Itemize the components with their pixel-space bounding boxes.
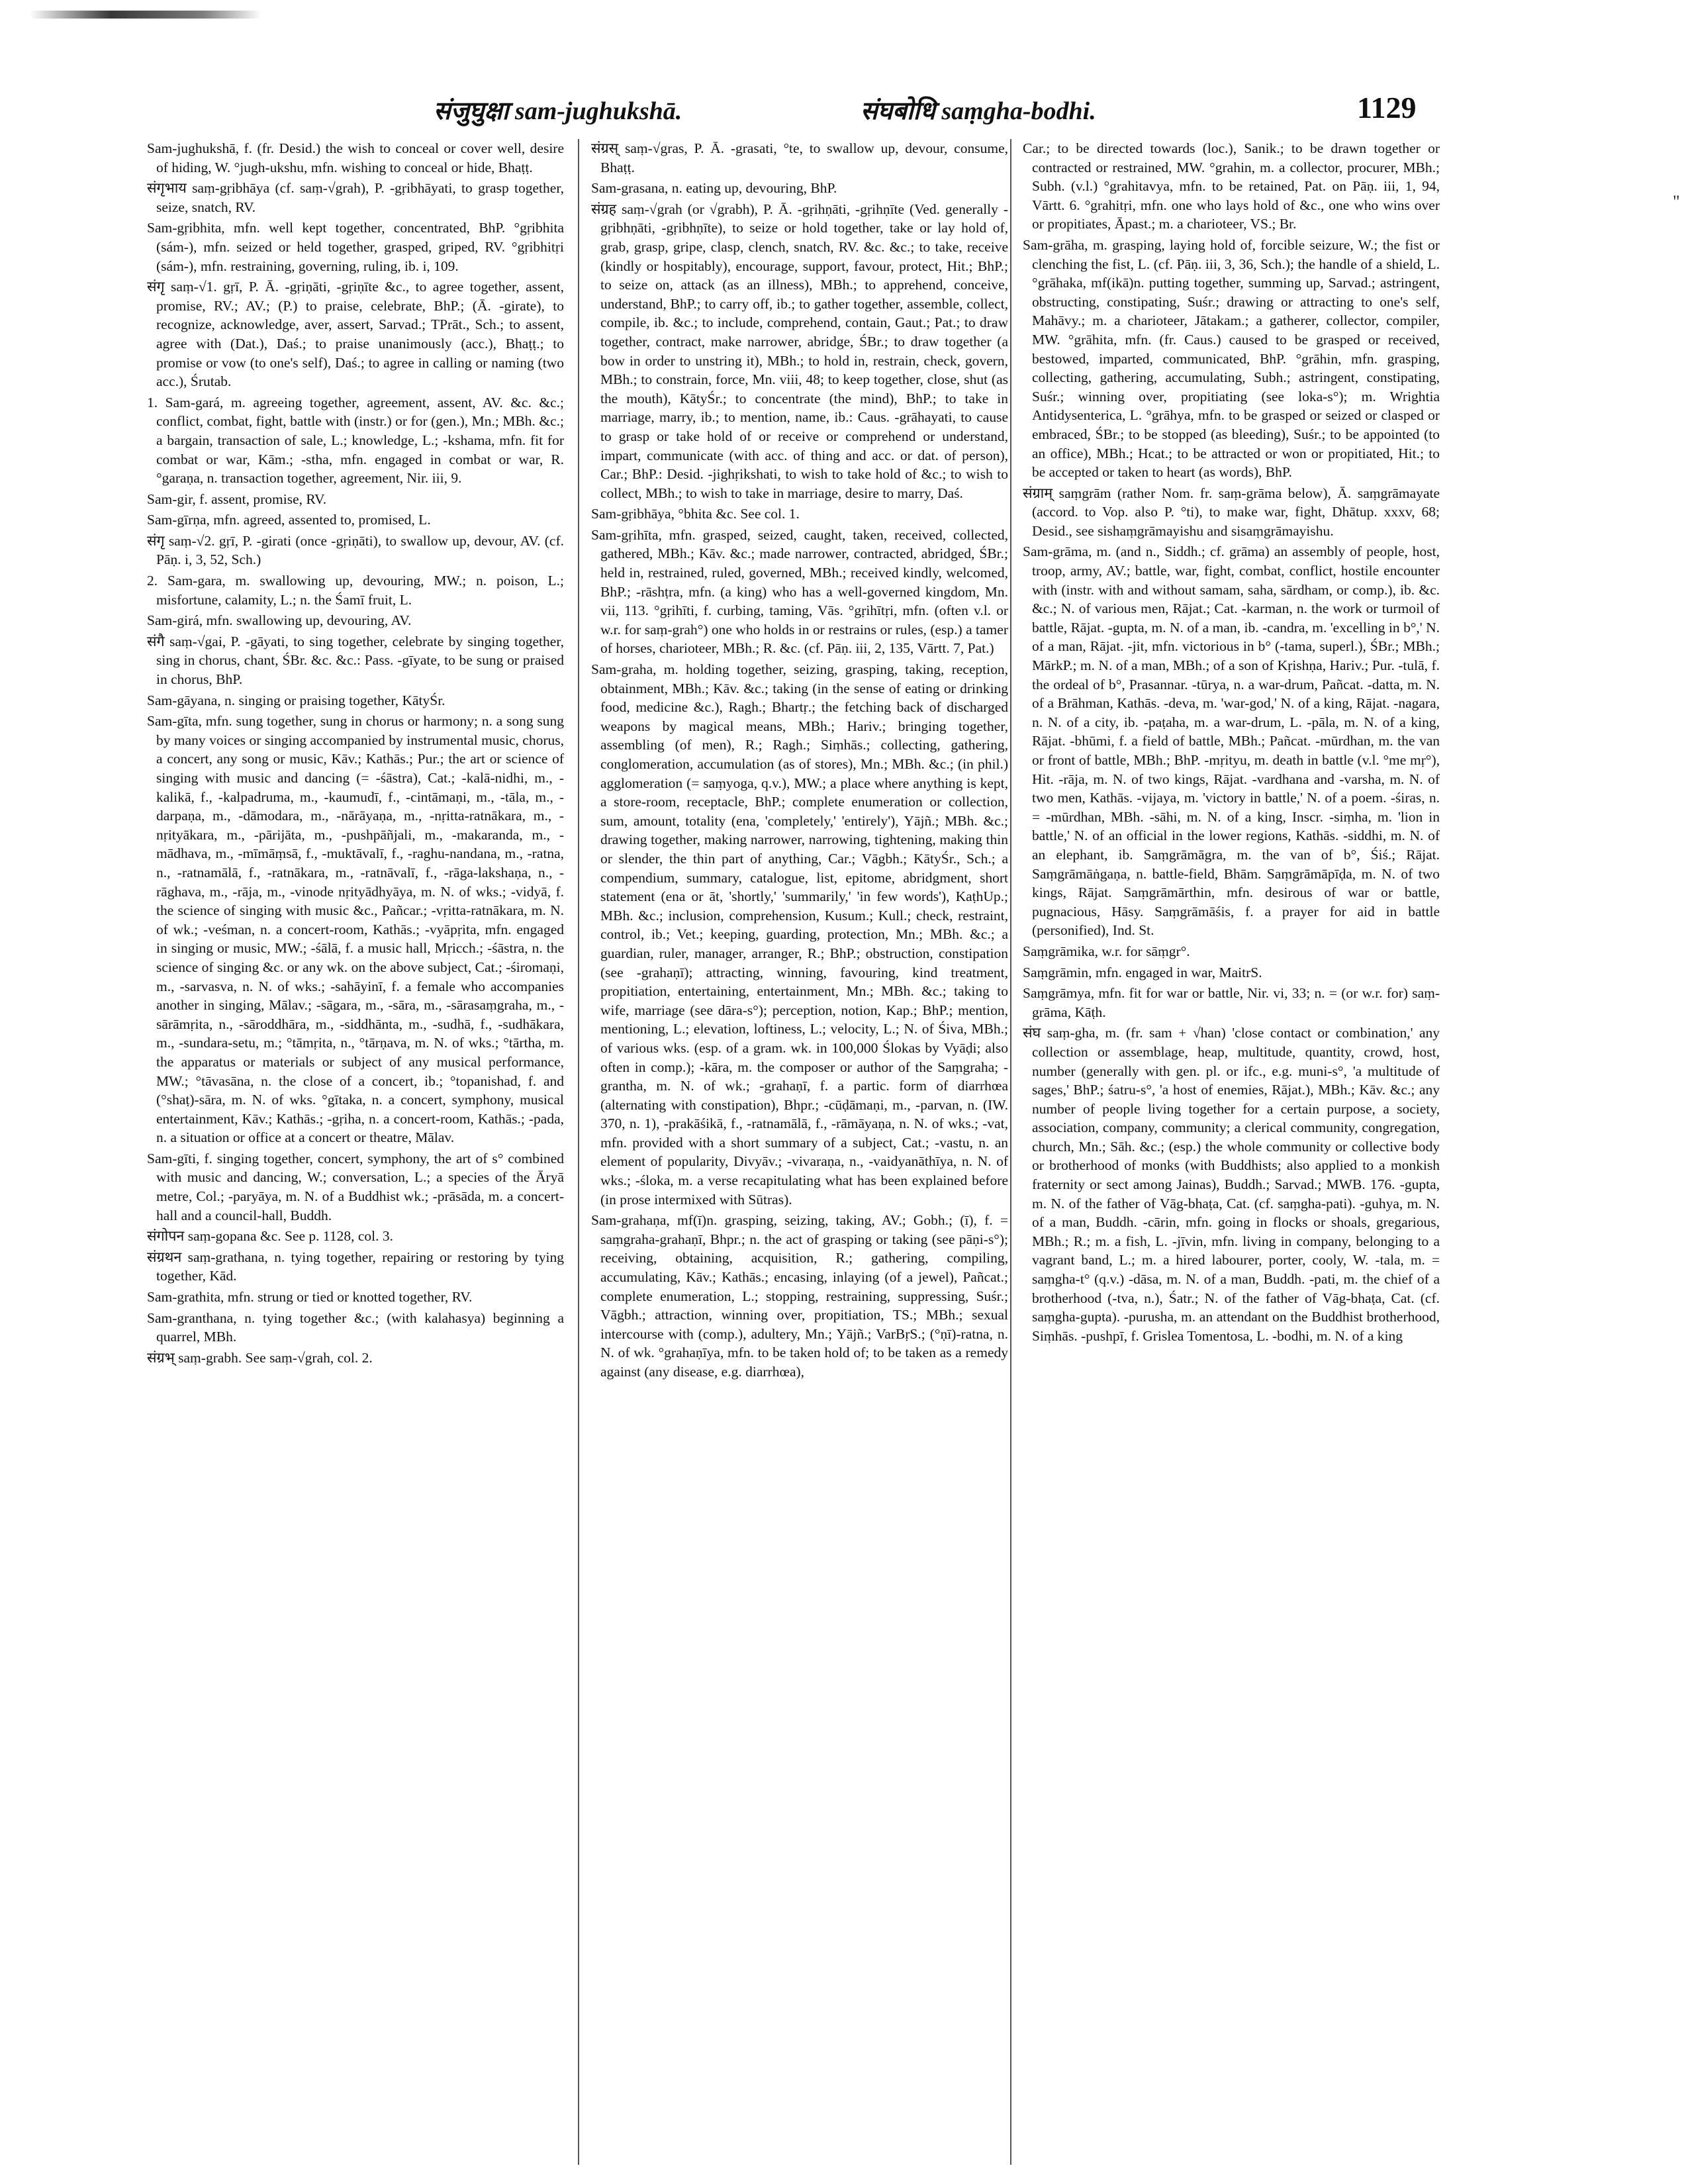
dictionary-entry: संगै saṃ-√gai, P. -gāyati, to sing together, celebrate by singing together, sing in chorus, chant, ŚBr. &c. &c.: Pass. -gīyate, to be sung or praised in chorus, BhP. [147,633,564,688]
dictionary-entry: Sam-grāma, m. (and n., Siddh.; cf. grāma) an assembly of people, host, troop, army, AV.; battle, war, fight, combat, conflict, hostile encounter with (instr. with and without samam, saha, sārdham, or comp.), ib. &c. &c.; N. of various men, Rājat.; Cat. -karman, n. the work or turmoil of battle, Rājat. -gupta, m. N. of a man, ib. -candra, m. 'excelling in b°,' N. of a man, Rājat. -jit, mfn. victorious in b° (-tama, superl.), ŚBr.; MBh.; MārkP.; m. N. of a man, MBh.; of a son of Kṛishṇa, Hariv.; Pur. -tulā, f. the ordeal of b°, Prasannar. -tūrya, n. a war-drum, Pañcat. -datta, m. N. of a Brāhman, Kathās. -deva, m. 'war-god,' N. of a king, Rājat. -nagara, n. N. of a city, ib. -paṭaha, m. a war-drum, L. -pāla, m. N. of a king, Rājat. -bhūmi, f. a field of battle, MBh.; Pañcat. -mūrdhan, m. the van or front of battle, MBh.; BhP. -mṛityu, m. death in battle (v.l. °me mṛ°), Hit. -rāja, m. N. of two kings, Rājat. -vardhana and -varsha, m. N. of two men, Kathās. -vijaya, m. 'victory in battle,' N. of a poem. -śiras, n. = -mūrdhan, MBh. -sāhi, m. N. of a king, Inscr. -siṃha, m. 'lion in battle,' N. of an official in the lower regions, Kathās. -siddhi, m. N. of an elephant, ib. Saṃgrāmāgra, m. the van of b°, Śiś.; Rājat. Saṃgrāmāṅgaṇa, n. battle-field, Bhām. Saṃgrāmāpīḍa, m. N. of two kings, Rājat. Saṃgrāmārthin, mfn. desirous of war or battle, pugnacious, Hāsy. Saṃgrāmāśis, f. a prayer for aid in battle (personified), Ind. St. [1023,544,1440,939]
dictionary-entry: Car.; to be directed towards (loc.), Sanik.; to be drawn together or contracted or restrained, MW. °grahin, m. a collector, procurer, MBh.; Subh. (v.l.) °grahitavya, mfn. to be retained, Pat. on Pāṇ. iii, 1, 94, Vārtt. 6. °grahitṛi, mfn. one who lays hold of &c., one who wins over or propitiates, Āpast.; m. a charioteer, VS.; Br. [1023,140,1440,232]
dictionary-entry: संघ saṃ-gha, m. (fr. sam + √han) 'close contact or combination,' any collection or assemblage, heap, multitude, quantity, crowd, host, number (generally with gen. pl. or ifc., e.g. muni-s°, 'a multitude of sages,' BhP.; śatru-s°, 'a host of enemies, Rājat.), MBh.; Kāv. &c.; any number of people living together for a certain purpose, a society, association, company, community; a clerical community, congregation, church, Mn.; Sāh. &c.; (esp.) the whole community or collective body or brotherhood of monks (with Buddhists; also applied to a monkish fraternity or sect among Jainas), Buddh.; Sarvad.; MWB. 176. -gupta, m. N. of the father of Vāg-bhaṭa, Cat. (cf. saṃgha-pati). -guhya, m. N. of a man, Buddh. -cārin, mfn. going in flocks or shoals, gregarious, MBh.; R.; m. a fish, L. -jīvin, mfn. living in company, belonging to a vagrant band, L.; m. a hired labourer, porter, cooly, W. -tala, m. = saṃgha-t° (q.v.) -dāsa, m. N. of a man, Buddh. -pati, m. the chief of a brotherhood (-tva, n.), Śatr.; N. of the father of Vāg-bhaṭa, Cat. (cf. saṃgha-gupta). -purusha, m. an attendant on the Buddhist brotherhood, Siṃhās. -pushpī, f. Grislea Tomentosa, L. -bodhi, m. N. of a king [1023,1025,1440,1344]
dictionary-entry: संग्रभ् saṃ-grabh. See saṃ-√grah, col. 2. [147,1349,373,1366]
dictionary-entry: Sam-grahaṇa, mf(ī)n. grasping, seizing, taking, AV.; Gobh.; (ī), f. = saṃgraha-grahaṇī, Bhpr.; n. the act of grasping or taking (see pāṇi-s°); receiving, obtaining, acquisition, R.; gathering, compiling, accumulating, Kāv.; Kathās.; encasing, inlaying (of a jewel), Pañcat.; complete enumeration, L.; stopping, restraining, suppressing, Suśr.; Vāgbh.; attraction, winning over, propitiation, TS.; MBh.; sexual intercourse with (comp.), adultery, Mn.; Yājñ.; VarBṛS.; (°ṇī)-ratna, n. N. of wk. °grahaṇīya, mfn. to be taken hold of; to be taken as a remedy against (any disease, e.g. diarrhœa), [591,1212,1008,1380]
dictionary-entry: Sam-girá, mfn. swallowing up, devouring, AV. [147,612,412,629]
header-left-guideword: संजुघुक्षा sam-jughukshā. [434,97,682,125]
dictionary-entry: Sam-gīta, mfn. sung together, sung in chorus or harmony; n. a song sung by many voices or singing accompanied by instrumental music, chorus, a concert, any song or music, Kāv.; Kathās.; Pur.; the art or science of singing with music and dancing (= -śāstra), Cat.; -kalā-nidhi, m., -kalikā, f., -kalpadruma, m., -kaumudī, f., -cintāmaṇi, m., -tāla, m., -darpaṇa, m., -dāmodara, m., -nārāyaṇa, m., -nṛitta-ratnākara, m., -nṛityākara, m., -pārijāta, m., -pushpāñjali, m., -makaranda, m., -mādhava, m., -mīmāṃsā, f., -muktāvalī, f., -raghu-nandana, m., -ratna, n., -ratnamālā, f., -ratnākara, m., -ratnāvalī, f., -rāga-lakshaṇa, n., -rāghava, m., -rāja, m., -vinode nṛityādhyāya, m. N. of wks.; -vidyā, f. the science of singing with music &c., Pañcar.; -vṛitta-ratnākara, m. N. of wk.; -veśman, n. a concert-room, Kathās.; -vyāpṛita, mfn. engaged in singing or music, MW.; -śālā, f. a music hall, Mṛicch.; -śāstra, n. the science of singing &c. or any wk. on the above subject, Cat.; -śiromaṇi, m., -sarvasva, n. N. of wks.; -sahāyinī, f. a female who accompanies another in singing, Mālav.; -sāgara, m., -sāra, m., -sārasaṃgraha, m., -sārāmṛita, n., -sāroddhāra, m., -siddhānta, m., -sudhā, f., -sudhākara, m., -sundara-setu, m.; °tāmṛita, n., °tārṇava, m. N. of wks.; °tārtha, m. the apparatus or materials or subject of any musical performance, MW.; °tāvasāna, n. the close of a concert, ib.; °topanishad, f. and (°shaṭ)-sāra, m. N. of wks. °gītaka, n. a concert, symphony, musical entertainment, Kāv.; Kathās.; -gṛiha, n. a concert-room, Kathās.; -pada, n. a situation or office at a concert or theatre, Mālav. [147,713,564,1146]
dictionary-entry: 1. Sam-gará, m. agreeing together, agreement, assent, AV. &c. &c.; conflict, combat, fight, battle with (instr.) or for (gen.), Mn.; MBh. &c.; a bargain, transaction of sale, L.; knowledge, L.; -kshama, mfn. fit for combat or war, Kām.; -stha, mfn. engaged in combat or war, R. °garaṇa, n. transaction together, agreement, Nir. iii, 9. [147,394,564,487]
dictionary-entry: Sam-grasana, n. eating up, devouring, BhP. [591,180,837,197]
dictionary-entry: Sam-gir, f. assent, promise, RV. [147,491,327,507]
header-center-guideword: संघबोधि saṃgha-bodhi. [861,97,1096,125]
column-rule [578,139,579,2165]
dictionary-entry: संग्रस् saṃ-√gras, P. Ā. -grasati, °te, to swallow up, devour, consume, Bhaṭṭ. [591,140,1008,175]
margin-mark: " [1673,192,1680,211]
dictionary-entry: Sam-jughukshā, f. (fr. Desid.) the wish to conceal or cover well, desire of hiding, W. °jugh-ukshu, mfn. wishing to conceal or hide, Bhaṭṭ. [147,140,564,175]
dictionary-entry: संग्रथन saṃ-grathana, n. tying together, repairing or restoring by tying together, Kād. [147,1249,564,1284]
page-number: 1129 [1357,91,1417,124]
column-2 [591,139,1008,2165]
dictionary-entry: संगृ saṃ-√2. gṛī, P. -girati (once -gṛiṇāti), to swallow up, devour, AV. (cf. Pāṇ. i, 3, 52, Sch.) [147,532,564,568]
dictionary-entry: संग्राम् saṃgrām (rather Nom. fr. saṃ-grāma below), Ā. saṃgrāmayate (accord. to Vop. also P. °ti), to make war, fight, Dhātup. xxxv, 68; Desid., see sishaṃgrāmayishu and sisaṃgrāmayishu. [1023,485,1440,539]
dictionary-entry: Saṃgrāmin, mfn. engaged in war, MaitrS. [1023,964,1262,980]
dictionary-entry: Sam-graha, m. holding together, seizing, grasping, taking, reception, obtainment, MBh.; Kāv. &c.; taking (in the sense of eating or drinking food, medicine &c.), Ragh.; Bhartṛ.; the fetching back of discharged weapons by magical means, MBh.; Hariv.; bringing together, assembling (of men), R.; Ragh.; Siṃhās.; collecting, gathering, conglomeration, accumulation (as of stores), Mn.; MBh. &c.; (in phil.) agglomeration (= saṃyoga, q.v.), MW.; a place where anything is kept, a store-room, receptacle, BhP.; complete enumeration or collection, sum, amount, totality (ena, 'completely,' 'entirely'), Yājñ.; MBh. &c.; drawing together, making narrower, narrowing, tightening, making thin or slender, the thin part of anything, Car.; Vāgbh.; KātyŚr., Sch.; a compendium, summary, catalogue, list, epitome, abridgment, short statement (ena or āt, 'shortly,' 'summarily,' 'in few words'), KaṭhUp.; MBh. &c.; inclusion, comprehension, Kusum.; Kull.; check, restraint, control, ib.; Vet.; keeping, guarding, protection, Mn.; MBh. &c.; a guardian, ruler, manager, arranger, R.; BhP.; obstruction, constipation (see -grahaṇī); attracting, winning, favouring, kind treatment, propitiation, entertaining, entertainment, Mn.; MBh. &c.; taking to wife, marriage (see dāra-s°); perception, notion, Kap.; BhP.; mention, mentioning, L.; elevation, loftiness, L.; velocity, L.; N. of Śiva, MBh.; of various wks. (esp. of a gram. wk. in 100,000 Ślokas by Vyāḍi; also often in comp.); -kāra, m. the composer or author of the Saṃgraha; -grantha, m. N. of wk.; -grahaṇī, f. a partic. form of diarrhœa (alternating with constipation), Bhpr.; -cūḍāmaṇi, m., -parvan, n. (IW. 370, n. 1), -prakāśikā, f., -ratnamālā, f., -rāmāyaṇa, n. N. of wks.; -vat, mfn. provided with a short summary of a subject, Cat.; -vastu, n. an element of popularity, Divyāv.; -vivaraṇa, n., -vaidyanāthīya, n. N. of wks.; -śloka, m. a verse recapitulating what has been explained before (in prose intermixed with Sūtras). [591,661,1008,1208]
dictionary-entry: Sam-gīrṇa, mfn. agreed, assented to, promised, L. [147,512,431,528]
dictionary-entry: Sam-gṛibhāya, °bhita &c. See col. 1. [591,506,800,522]
column-3 [1023,139,1440,2165]
dictionary-entry: Sam-gṛibhita, mfn. well kept together, concentrated, BhP. °gṛibhita (sám-), mfn. seized or held together, grasped, griped, RV. °gṛibhitṛi (sám-), mfn. restraining, governing, ruling, ib. i, 109. [147,220,564,274]
dictionary-entry: Sam-granthana, n. tying together &c.; (with kalahasya) beginning a quarrel, MBh. [147,1309,564,1345]
dictionary-entry: संग्रह saṃ-√grah (or √grabh), P. Ā. -gṛihṇāti, -gṛihṇīte (Ved. generally -gṛibhṇāti, -gṛibhṇīte), to seize or hold together, take or lay hold of, grab, grasp, gripe, clasp, clench, snatch, RV. &c. &c.; to take, receive (kindly or hospitably), encourage, support, favour, protect, Hit.; BhP.; to seize on, attack (as an illness), MBh.; to apprehend, conceive, understand, BhP.; to carry off, ib.; to gather together, assemble, collect, compile, ib. &c.; to include, comprehend, contain, Gaut.; Pat.; to draw together, contract, make narrower, abridge, ŚBr.; to draw together (a bow in order to unstring it), MBh.; to hold in, restrain, check, govern, MBh.; to constrain, force, Mn. viii, 48; to keep together, close, shut (as the mouth), KātyŚr.; to concentrate (the mind), BhP.; to take in marriage, marry, ib.; to mention, name, ib.: Caus. -grāhayati, to cause to grasp or take hold of or receive or comprehend or understand, impart, communicate (with acc. of thing and acc. or dat. of person), Car.; BhP.: Desid. -jighṛikshati, to wish to take hold of &c.; to wish to collect, MBh.; to wish to take in marriage, desire to marry, Daś. [591,201,1008,501]
dictionary-entry: Sam-grāha, m. grasping, laying hold of, forcible seizure, W.; the fist or clenching the fist, L. (cf. Pāṇ. iii, 3, 36, Sch.); the handle of a shield, L. °grāhaka, mf(ikā)n. putting together, summing up, Sarvad.; astringent, obstructing, constipating, Suśr.; drawing or attracting to one's self, Mahāvy.; m. a charioteer, Jātakam.; a gatherer, collector, compiler, MW. °grāhita, mfn. (fr. Caus.) caused to be grasped or received, bestowed, imparted, communicated, BhP. °grāhin, mfn. grasping, collecting, gathering, accumulating, Subh.; astringent, constipating, Suśr.; winning over, propitiating (see loka-s°); m. Wrightia Antidysenterica, L. °grāhya, mfn. to be grasped or seized or clasped or embraced, ŚBr.; to be stopped (as bleeding), Suśr.; to be appointed (to an office), MBh.; Hcat.; to be attracted or won or propitiated, Hit.; to be accepted or taken to heart (as words), BhP. [1023,236,1440,481]
page-header [146,93,1463,139]
dictionary-entry: Saṃgrāmya, mfn. fit for war or battle, Nir. vi, 33; n. = (or w.r. for) saṃ-grāma, Kāṭh. [1023,985,1440,1020]
dictionary-entry: Sam-grathita, mfn. strung or tied or knotted together, RV. [147,1289,473,1306]
dictionary-entry: संगृभाय saṃ-gṛibhāya (cf. saṃ-√grah), P. -gṛibhāyati, to grasp together, seize, snatch, RV. [147,180,564,215]
column-1 [147,139,564,2165]
column-rule [1010,139,1011,2165]
dictionary-entry: Sam-gīti, f. singing together, concert, symphony, the art of s° combined with music and dancing, W.; conversation, L.; a species of the Āryā metre, Col.; -paryāya, m. N. of a Buddhist wk.; -prāsāda, m. a concert-hall and a council-hall, Buddh. [147,1150,564,1223]
scan-smudge [30,11,261,19]
dictionary-entry: 2. Sam-gara, m. swallowing up, devouring, MW.; n. poison, L.; misfortune, calamity, L.; n. the Śamī fruit, L. [147,573,564,608]
dictionary-entry: Sam-gāyana, n. singing or praising together, KātyŚr. [147,692,445,708]
dictionary-entry: Sam-gṛihīta, mfn. grasped, seized, caught, taken, received, collected, gathered, MBh.; Kāv. &c.; made narrower, contracted, abridged, ŚBr.; held in, restrained, ruled, governed, MBh.; received kindly, welcomed, BhP.; -rāshṭra, mfn. (a king) who has a well-governed kingdom, Mn. vii, 113. °gṛihīti, f. curbing, taming, Vās. °gṛihītṛi, mfn. (often v.l. or w.r. for saṃ-grah°) one who holds in or restrains or rules, (esp.) a tamer of horses, charioteer, MBh.; R. &c. (cf. Pāṇ. iii, 2, 135, Vārtt. 7, Pat.) [591,526,1008,657]
dictionary-entry: संगोपन saṃ-gopana &c. See p. 1128, col. 3. [147,1228,394,1245]
dictionary-entry: संगृ saṃ-√1. gṛī, P. Ā. -gṛiṇāti, -gṛiṇīte &c., to agree together, assent, promise, RV.; AV.; (P.) to praise, celebrate, BhP.; (Ā. -girate), to recognize, acknowledge, aver, assert, Sarvad.; TPrāt., Sch.; to assent, agree with (Dat.), Daś.; to praise unanimously (acc.), Bhaṭṭ.; to promise or vow (to one's self), Daś.; to agree in calling or naming (two acc.), Śrutab. [147,279,564,390]
dictionary-entry: Saṃgrāmika, w.r. for sāṃgr°. [1023,943,1190,959]
